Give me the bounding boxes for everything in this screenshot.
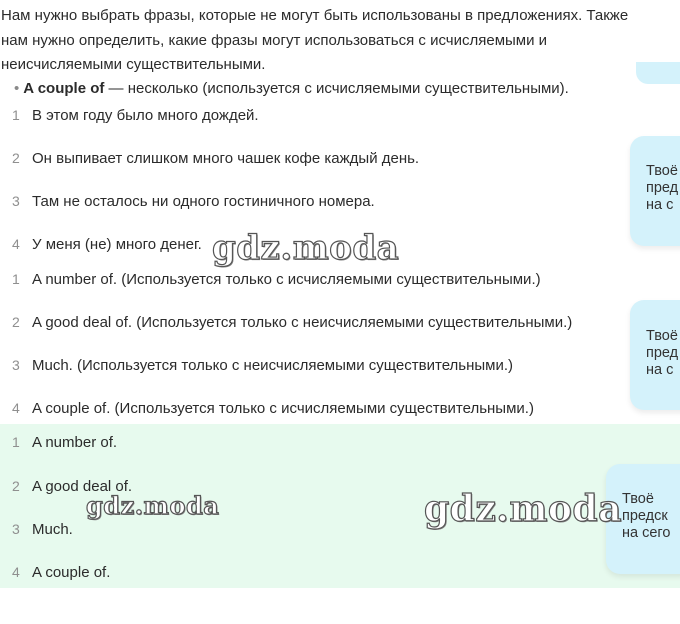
bullet-term: A couple of bbox=[23, 80, 105, 97]
bubble-line: пред bbox=[646, 180, 679, 196]
item-text: У меня (не) много денег. bbox=[32, 236, 202, 253]
bubble-line: на с bbox=[646, 362, 674, 378]
item-text: Там не осталось ни одного гостиничного номера. bbox=[32, 193, 375, 210]
bullet-definition: — несколько (используется с исчисляемыми существительными). bbox=[104, 80, 569, 97]
intro-line-2: нам нужно определить, какие фразы могут использоваться с исчисляемыми и bbox=[1, 31, 548, 49]
bubble-line: предск bbox=[622, 508, 668, 524]
watermark: gdz.moda bbox=[424, 488, 622, 530]
item-number: 2 bbox=[12, 478, 20, 494]
item-number: 2 bbox=[12, 314, 20, 330]
item-text: Much. bbox=[32, 521, 73, 538]
watermark: gdz.moda bbox=[212, 228, 400, 268]
item-number: 3 bbox=[12, 521, 20, 537]
item-text: Он выпивает слишком много чашек кофе каждый день. bbox=[32, 150, 420, 167]
watermark: gdz.moda bbox=[86, 491, 220, 520]
item-number: 3 bbox=[12, 357, 20, 373]
item-number: 4 bbox=[12, 400, 20, 416]
item-text: В этом году было много дождей. bbox=[32, 107, 259, 124]
bubble-top-fragment bbox=[636, 62, 680, 84]
bullet-dot-icon: • bbox=[14, 80, 20, 97]
item-number: 1 bbox=[12, 107, 20, 123]
item-text: A good deal of. (Используется только с неисчисляемыми существительными.) bbox=[32, 314, 573, 331]
intro-paragraph bbox=[1, 4, 680, 78]
intro-line-3: неисчисляемыми существительными. bbox=[1, 56, 266, 73]
bubble-line: Твоё bbox=[646, 328, 678, 344]
item-text: A number of. bbox=[32, 434, 118, 451]
item-text: A couple of. bbox=[32, 564, 111, 581]
bullet-item bbox=[14, 80, 569, 97]
item-number: 1 bbox=[12, 434, 20, 450]
promo-bubble[interactable] bbox=[630, 136, 680, 246]
item-text: A couple of. (Используется только с исчисляемыми существительными.) bbox=[32, 400, 534, 417]
item-number: 4 bbox=[12, 236, 20, 252]
item-text: Much. (Используется только с неисчисляемыми существительными.) bbox=[32, 357, 514, 374]
item-text: A good deal of. bbox=[32, 478, 133, 495]
bubble-line: Твоё bbox=[646, 163, 678, 179]
bubble-line: пред bbox=[646, 345, 679, 361]
item-number: 2 bbox=[12, 150, 20, 166]
item-number: 1 bbox=[12, 271, 20, 287]
item-number: 4 bbox=[12, 564, 20, 580]
bubble-line: Твоё bbox=[622, 491, 654, 507]
bubble-line: на сего bbox=[622, 525, 671, 541]
item-text: A number of. (Используется только с исчисляемыми существительными.) bbox=[32, 271, 541, 288]
promo-bubble[interactable] bbox=[630, 300, 680, 410]
bubble-line: на с bbox=[646, 197, 674, 213]
intro-line-1: Нам нужно выбрать фразы, которые не могут быть использованы в предложениях. Также bbox=[1, 7, 629, 24]
item-number: 3 bbox=[12, 193, 20, 209]
